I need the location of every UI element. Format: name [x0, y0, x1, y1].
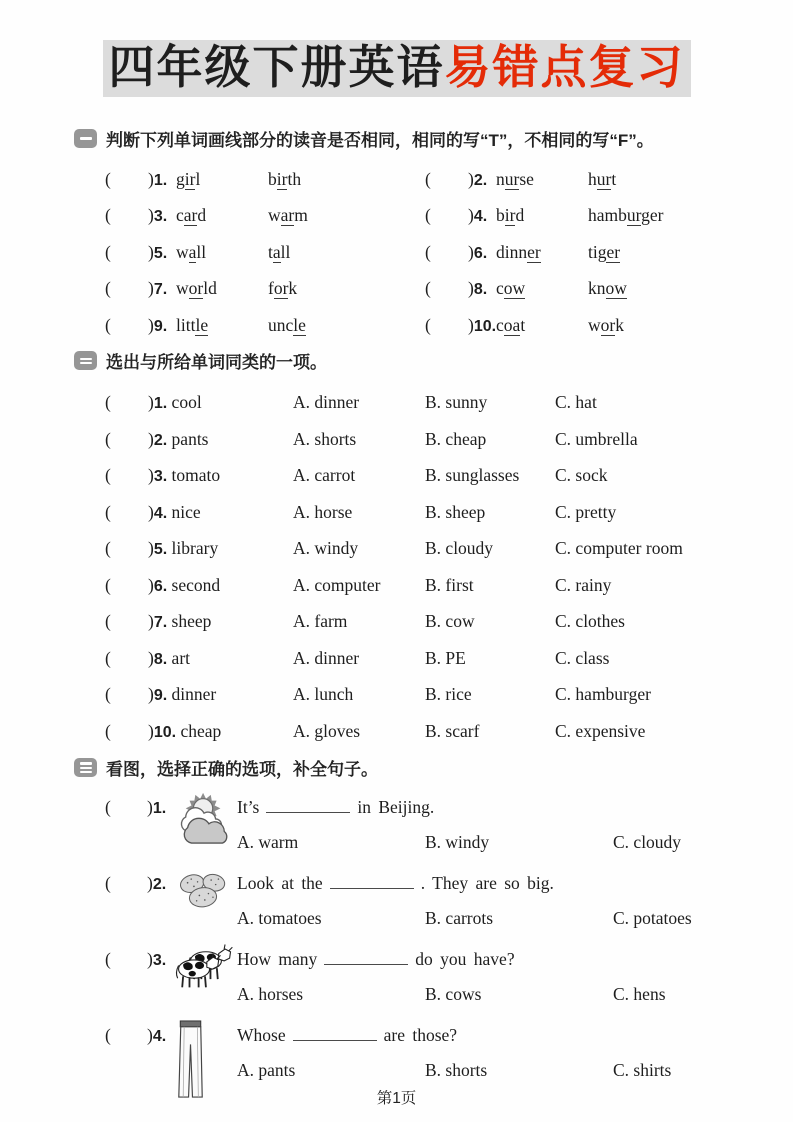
choice-option: C. potatoes [613, 908, 692, 929]
sentence-text-after-blank: in Beijing. [357, 797, 435, 818]
answer-paren-close: ) [148, 278, 154, 299]
answer-paren-open: ( [105, 684, 111, 705]
question-number: 3. [153, 468, 168, 486]
question-number: 5. [153, 541, 168, 559]
question-number: 10. [153, 723, 177, 741]
answer-paren-close: ) [148, 205, 154, 226]
question-word: nurse [496, 168, 534, 189]
question-number: 10. [473, 317, 497, 335]
answer-paren-close: ) [148, 574, 154, 595]
phonics-item [105, 307, 425, 344]
choice-option: A. gloves [293, 720, 361, 741]
question-number-group [468, 234, 496, 273]
answer-paren-open: ( [105, 574, 111, 595]
phonics-item [425, 270, 793, 307]
answer-paren-open: ( [105, 205, 111, 226]
question-number: 7. [153, 281, 168, 299]
underlined-letters: ar [183, 205, 198, 226]
choice-option: C. umbrella [555, 428, 638, 449]
question-word: bird [496, 205, 525, 226]
question-number: 1. [152, 800, 167, 818]
question-number: 3. [152, 952, 167, 970]
answer-paren-open: ( [105, 538, 111, 559]
question-number: 4. [473, 208, 488, 226]
choice-option: A. lunch [293, 684, 354, 705]
question-word: world [176, 278, 217, 299]
question-word: hurt [588, 168, 617, 189]
stem-word: nice [167, 501, 201, 522]
answer-write-space [119, 676, 148, 715]
choice-question [105, 530, 793, 567]
underlined-letters: or [600, 314, 616, 335]
question-body [237, 941, 793, 1007]
choice-option: C. clothes [555, 611, 625, 632]
section-2-items [105, 384, 793, 749]
choice-option: A. carrot [293, 465, 356, 486]
choice-options [237, 1057, 793, 1083]
choice-question [105, 676, 793, 713]
answer-paren-open: ( [425, 278, 431, 299]
answer-write-space [118, 789, 147, 792]
page-title [103, 40, 691, 97]
phonics-item [105, 234, 425, 271]
choice-option: C. hat [555, 392, 597, 413]
choice-option: B. windy [425, 832, 490, 853]
section-3-items [105, 789, 793, 1101]
choice-option: C. cloudy [613, 832, 682, 853]
answer-paren-close: ) [148, 538, 154, 559]
potatoes-icon [174, 865, 237, 913]
choice-question [105, 494, 793, 531]
answer-paren-close: ) [468, 278, 474, 299]
phonics-item [425, 307, 793, 344]
choice-option: B. rice [425, 684, 472, 705]
phonics-item [425, 161, 793, 198]
picture-question [105, 789, 793, 863]
underlined-letters: ir [276, 168, 288, 189]
question-stem [148, 384, 293, 423]
choice-options [237, 981, 793, 1007]
answer-write-space [118, 865, 147, 868]
answer-paren-close: ) [148, 314, 154, 335]
question-sentence [237, 868, 793, 905]
page-title-black: 四年级下册英语 [108, 41, 445, 93]
question-body [237, 789, 793, 855]
answer-paren-open: ( [105, 501, 111, 522]
underlined-letters: or [188, 278, 204, 299]
answer-paren-open: ( [105, 168, 111, 189]
section-1-heading: 判断下列单词画线部分的读音是否相同，相同的写“T”，不相同的写“F”。 [106, 130, 654, 150]
question-stem [148, 713, 293, 752]
answer-blank [293, 1024, 377, 1041]
answer-paren-open: ( [105, 647, 111, 668]
answer-paren-open: ( [105, 797, 111, 818]
choice-option: A. dinner [293, 647, 360, 668]
stem-word: library [167, 538, 219, 559]
question-number: 8. [473, 281, 488, 299]
question-word: warm [268, 205, 308, 226]
choice-options [237, 905, 793, 931]
answer-paren-open: ( [105, 1025, 111, 1046]
choice-option: C. sock [555, 465, 608, 486]
underlined-letters: ow [605, 278, 627, 299]
answer-write-space [119, 603, 148, 642]
question-number: 9. [153, 687, 168, 705]
question-stem [148, 640, 293, 679]
question-number: 2. [152, 876, 167, 894]
choice-question [105, 713, 793, 750]
question-number-group [148, 234, 176, 273]
answer-write-space [119, 197, 148, 236]
question-number-group [147, 941, 174, 976]
choice-option: B. cheap [425, 428, 487, 449]
choice-option: A. warm [237, 832, 299, 853]
sentence-text-after-blank: do you have? [415, 949, 515, 970]
answer-write-space [119, 384, 148, 423]
answer-paren-close: ) [147, 873, 153, 894]
choice-option: C. expensive [555, 720, 646, 741]
answer-write-space [119, 640, 148, 679]
question-number-group [147, 865, 174, 900]
answer-paren-open: ( [425, 205, 431, 226]
question-number-group [147, 1017, 174, 1052]
question-word: tiger [588, 241, 621, 262]
answer-paren-open: ( [425, 168, 431, 189]
answer-paren-close: ) [147, 949, 153, 970]
answer-paren-close: ) [148, 168, 154, 189]
phonics-item [105, 270, 425, 307]
answer-paren-open: ( [105, 611, 111, 632]
underlined-letters: ur [626, 205, 642, 226]
phonics-item [425, 234, 793, 271]
answer-paren-close: ) [148, 392, 154, 413]
choice-question [105, 640, 793, 677]
underlined-letters: a [188, 241, 197, 262]
question-word: little [176, 314, 209, 335]
cows-icon [174, 941, 237, 997]
choice-option: B. carrots [425, 908, 494, 929]
question-word: uncle [268, 314, 306, 335]
question-word: wall [176, 241, 207, 262]
stem-word: sheep [167, 611, 212, 632]
underlined-letters: oa [503, 314, 521, 335]
question-number-group [468, 197, 496, 236]
answer-paren-open: ( [425, 314, 431, 335]
question-word: dinner [496, 241, 541, 262]
choice-option: B. first [425, 574, 474, 595]
question-number: 5. [153, 244, 168, 262]
sentence-text-after-blank: are those? [383, 1025, 458, 1046]
answer-paren-open: ( [105, 720, 111, 741]
question-word: tall [268, 241, 291, 262]
sentence-text-before-blank: Whose [237, 1025, 286, 1046]
choice-option: B. cow [425, 611, 475, 632]
stem-word: cheap [176, 720, 222, 741]
underlined-letters: er [606, 241, 621, 262]
section-2-heading: 选出与所给单词同类的一项。 [106, 353, 327, 373]
answer-write-space [119, 457, 148, 496]
answer-write-space [439, 234, 468, 273]
choice-question [105, 603, 793, 640]
section-3-header [74, 755, 793, 780]
question-number: 9. [153, 317, 168, 335]
choice-option: C. shirts [613, 1060, 672, 1081]
choice-options [237, 829, 793, 855]
question-word: fork [268, 278, 298, 299]
answer-paren-close: ) [148, 428, 154, 449]
choice-option: B. sunglasses [425, 465, 520, 486]
question-number: 7. [153, 614, 168, 632]
section-2-header [74, 348, 793, 373]
answer-write-space [119, 161, 148, 200]
choice-option: C. pretty [555, 501, 617, 522]
question-number-group [468, 270, 496, 309]
underlined-letters: ur [504, 168, 520, 189]
question-body [237, 865, 793, 931]
choice-option: A. dinner [293, 392, 360, 413]
answer-write-space [118, 1017, 147, 1020]
underlined-letters: ar [280, 205, 295, 226]
choice-option: C. rainy [555, 574, 612, 595]
question-number-group [148, 161, 176, 200]
phonics-item [425, 197, 793, 234]
answer-write-space [118, 941, 147, 944]
sentence-text-before-blank: How many [237, 949, 318, 970]
stem-word: pants [167, 428, 209, 449]
question-number: 2. [473, 171, 488, 189]
underlined-letters: or [273, 278, 289, 299]
question-number-group [148, 307, 176, 346]
question-number: 8. [153, 650, 168, 668]
answer-paren-close: ) [468, 168, 474, 189]
question-number: 4. [153, 504, 168, 522]
choice-option: B. cows [425, 984, 482, 1005]
page-number: 第1页 [376, 1090, 417, 1107]
question-word: girl [176, 168, 201, 189]
question-word: card [176, 205, 207, 226]
question-stem [148, 676, 293, 715]
choice-option: C. computer room [555, 538, 683, 559]
choice-option: B. sheep [425, 501, 486, 522]
answer-paren-close: ) [148, 720, 154, 741]
answer-paren-open: ( [105, 428, 111, 449]
question-number: 6. [153, 577, 168, 595]
question-number-group [148, 197, 176, 236]
choice-question [105, 567, 793, 604]
answer-write-space [439, 197, 468, 236]
underlined-letters: er [527, 241, 541, 262]
question-stem [148, 494, 293, 533]
question-number-group [468, 307, 496, 346]
question-sentence [237, 944, 793, 981]
choice-option: A. tomatoes [237, 908, 322, 929]
section-1-header [74, 126, 793, 151]
question-number: 1. [153, 395, 168, 413]
question-number-group [468, 161, 496, 200]
question-word: work [588, 314, 624, 335]
question-word: hamburger [588, 205, 664, 226]
answer-write-space [439, 270, 468, 309]
page-title-red: 易错点复习 [444, 41, 685, 93]
sentence-text-before-blank: Look at the [237, 873, 323, 894]
answer-paren-open: ( [105, 465, 111, 486]
choice-option: A. farm [293, 611, 348, 632]
stem-word: art [167, 647, 191, 668]
section-1-items [105, 161, 793, 344]
question-number-group [148, 270, 176, 309]
answer-blank [266, 796, 350, 813]
answer-paren-close: ) [468, 205, 474, 226]
underlined-letters: ir [184, 168, 196, 189]
question-sentence [237, 792, 793, 829]
phonics-item [105, 197, 425, 234]
choice-option: B. cloudy [425, 538, 494, 559]
section-3-heading: 看图，选择正确的选项，补全句子。 [106, 760, 378, 780]
answer-write-space [119, 270, 148, 309]
answer-write-space [119, 234, 148, 273]
choice-option: A. shorts [293, 428, 357, 449]
phonics-item [105, 161, 425, 198]
underlined-letters: ur [596, 168, 612, 189]
choice-option: A. computer [293, 574, 381, 595]
answer-write-space [119, 307, 148, 346]
answer-paren-close: ) [148, 684, 154, 705]
answer-paren-open: ( [425, 241, 431, 262]
answer-paren-close: ) [468, 241, 474, 262]
sentence-text-before-blank: It’s [237, 797, 260, 818]
answer-paren-close: ) [148, 465, 154, 486]
answer-paren-close: ) [148, 611, 154, 632]
answer-paren-close: ) [148, 647, 154, 668]
answer-write-space [439, 307, 468, 346]
choice-option: B. scarf [425, 720, 480, 741]
choice-option: C. hamburger [555, 684, 651, 705]
answer-paren-close: ) [147, 1025, 153, 1046]
question-stem [148, 567, 293, 606]
answer-paren-close: ) [148, 501, 154, 522]
choice-option: B. PE [425, 647, 466, 668]
choice-option: C. class [555, 647, 610, 668]
choice-option: A. pants [237, 1060, 296, 1081]
choice-option: C. hens [613, 984, 666, 1005]
question-word: coat [496, 314, 526, 335]
answer-paren-open: ( [105, 949, 111, 970]
answer-paren-open: ( [105, 278, 111, 299]
answer-paren-close: ) [147, 797, 153, 818]
answer-paren-open: ( [105, 873, 111, 894]
question-sentence [237, 1020, 793, 1057]
sun-behind-cloud-icon [174, 789, 237, 845]
section-three-icon [74, 758, 97, 777]
answer-write-space [119, 421, 148, 460]
choice-option: B. sunny [425, 392, 488, 413]
choice-option: A. horses [237, 984, 304, 1005]
picture-question [105, 865, 793, 939]
answer-write-space [439, 161, 468, 200]
choice-question [105, 457, 793, 494]
answer-paren-open: ( [105, 314, 111, 335]
stem-word: second [167, 574, 221, 595]
picture-question [105, 941, 793, 1015]
sentence-text-after-blank: . They are so big. [420, 873, 554, 894]
choice-option: B. shorts [425, 1060, 488, 1081]
question-number: 4. [152, 1028, 167, 1046]
answer-paren-open: ( [105, 392, 111, 413]
choice-option: A. horse [293, 501, 353, 522]
stem-word: tomato [167, 465, 221, 486]
question-stem [148, 421, 293, 460]
question-number: 1. [153, 171, 168, 189]
question-word: birth [268, 168, 302, 189]
answer-write-space [119, 494, 148, 533]
question-number: 3. [153, 208, 168, 226]
choice-question [105, 384, 793, 421]
choice-question [105, 421, 793, 458]
underlined-letters: ow [503, 278, 526, 299]
question-stem [148, 603, 293, 642]
answer-write-space [119, 567, 148, 606]
question-number: 2. [153, 431, 168, 449]
answer-paren-open: ( [105, 241, 111, 262]
choice-option: A. windy [293, 538, 359, 559]
underlined-letters: ir [504, 205, 516, 226]
answer-paren-close: ) [468, 314, 474, 335]
question-stem [148, 457, 293, 496]
question-number: 6. [473, 244, 488, 262]
section-two-icon [74, 351, 97, 370]
underlined-letters: le [293, 314, 306, 335]
answer-paren-close: ) [148, 241, 154, 262]
question-word: know [588, 278, 627, 299]
answer-blank [330, 872, 414, 889]
section-one-icon [74, 129, 97, 148]
underlined-letters: le [195, 314, 209, 335]
stem-word: dinner [167, 684, 217, 705]
question-body [237, 1017, 793, 1083]
answer-blank [324, 948, 408, 965]
question-word: cow [496, 278, 526, 299]
question-stem [148, 530, 293, 569]
question-number-group [147, 789, 174, 824]
answer-write-space [119, 530, 148, 569]
stem-word: cool [167, 392, 202, 413]
underlined-letters: a [272, 241, 281, 262]
answer-write-space [119, 713, 148, 752]
